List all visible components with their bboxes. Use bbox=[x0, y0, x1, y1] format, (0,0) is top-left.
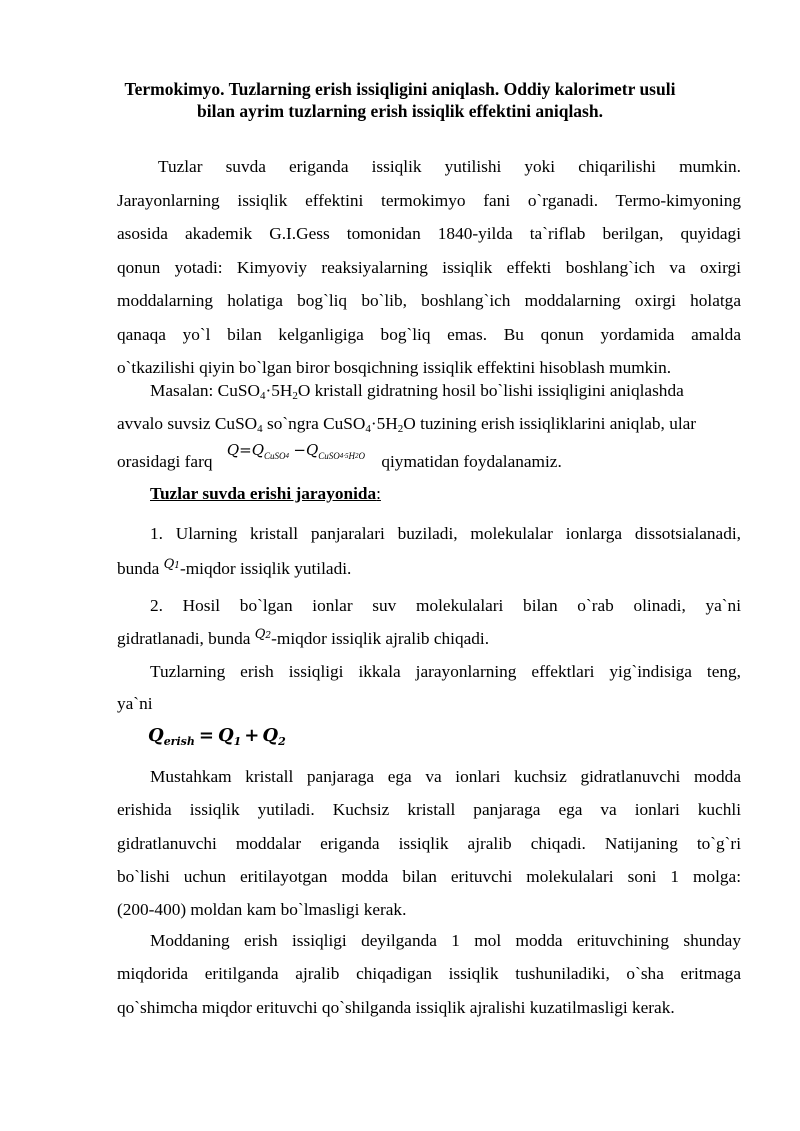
para3-line: Mustahkam kristall panjaraga ega va ionlari kuchsiz gidratlanuvchi modda bbox=[150, 767, 741, 786]
example-paragraph bbox=[117, 377, 741, 443]
para4-line: miqdorida eritilganda ajralib chiqadigan issiqlik tushuniladiki, o`sha eritmaga bbox=[117, 964, 741, 984]
formula-erish-sum: $Q_{erish} = Q_1 + Q_2$ bbox=[148, 725, 286, 748]
intro-line: qonun yotadi: Kimyoviy reaksiyalarning issiqlik effekti boshlang`ich va oxirgi bbox=[117, 257, 741, 277]
sum-paragraph: Tuzlarning erish issiqligi ikkala jarayonlarning effektlari yig`indisiga teng, ya`ni bbox=[117, 662, 741, 713]
page-title bbox=[110, 78, 690, 122]
para4-line: qo`shimcha miqdor erituvchi qo`shilganda issiqlik ajralishi kuzatilmasligi kerak. bbox=[117, 997, 675, 1017]
para3-line: bo`lishi uchun eritilayotgan modda bilan erituvchi molekulalari soni 1 molga: bbox=[117, 866, 741, 886]
q1-symbol: Q1 bbox=[163, 557, 180, 572]
list-item-1: 1. Ularning kristall panjaralari buziladi, molekulalar ionlarga dissotsialanadi, bunda $^{Q1}$-miqdor issiqlik yutiladi. bbox=[117, 524, 741, 578]
para3-line: erishida issiqlik yutiladi. Kuchsiz kristall panjaraga ega va ionlari kuchli bbox=[117, 800, 741, 820]
intro-paragraph bbox=[117, 150, 741, 385]
intro-line: Jarayonlarning issiqlik effektini termokimyo fani o`rganadi. Termo-kimyoning bbox=[117, 190, 741, 210]
example-line-1: Masalan: $CuSO_4\cdot 5H_2O$ kristall gidratning hosil bo`lishi issiqligini aniqlashda bbox=[150, 381, 684, 402]
para3-line: gidratlanuvchi moddalar eriganda issiqlik ajralib chiqadi. Natijaning to`g`ri bbox=[117, 833, 741, 853]
intro-line: o`tkazilishi qiyin bo`lgan biror bosqichning issiqlik effektini hisoblash mumkin. bbox=[117, 358, 672, 377]
paragraph-4 bbox=[117, 924, 741, 1024]
intro-line: moddalarning holatiga bog`liq bo`lib, boshlang`ich moddalarning oxirgi holatga bbox=[117, 291, 741, 310]
q2-symbol: Q2 bbox=[254, 627, 272, 642]
intro-line: Tuzlar suvda eriganda issiqlik yutilishi yoki chiqarilishi mumkin. bbox=[158, 157, 741, 176]
paragraph-3 bbox=[117, 760, 741, 926]
formula-heat-difference: $Q=Q_{CuSO}4 -Q_{CuSO}4\cdot 5_H2_O$ bbox=[226, 441, 366, 461]
intro-line: asosida akademik G.I.Gess tomonidan 1840-yilda ta`riflab berilgan, quyidagi bbox=[117, 224, 741, 243]
para3-line: (200-400) moldan kam bo`lmasligi kerak. bbox=[117, 900, 407, 920]
para4-line: Moddaning erish issiqligi deyilganda 1 mol modda erituvchining shunday bbox=[150, 931, 741, 950]
example-line-2: avvalo suvsiz CuSO$_4$ so`ngra $CuSO_4\cdot 5H_2O$ tuzining erish issiqliklarini aniqlab, ular bbox=[117, 414, 697, 435]
example-line-3: orasidagi farq $Q=Q_{CuSO}4 -Q_{CuSO}4\cdot 5_H2_O$ qiymatidan foydalanamiz. bbox=[117, 441, 562, 471]
intro-line: qanaqa yo`l bilan kelganligiga bog`liq emas. Bu qonun yordamida amalda bbox=[117, 324, 741, 344]
list-item-2: 2. Hosil bo`lgan ionlar suv molekulalari bilan o`rab olinadi, ya`ni gidratlanadi, bunda $^{Q2}$-miqdor issiqlik ajralib chiqadi. bbox=[117, 596, 741, 648]
title-line-2: bilan ayrim tuzlarning erish issiqlik effektini aniqlash. bbox=[197, 101, 603, 121]
title-line-1: Termokimyo. Tuzlarning erish issiqligini aniqlash. Oddiy kalorimetr usuli bbox=[124, 79, 676, 99]
section-heading: Tuzlar suvda erishi jarayonida: bbox=[150, 484, 381, 503]
